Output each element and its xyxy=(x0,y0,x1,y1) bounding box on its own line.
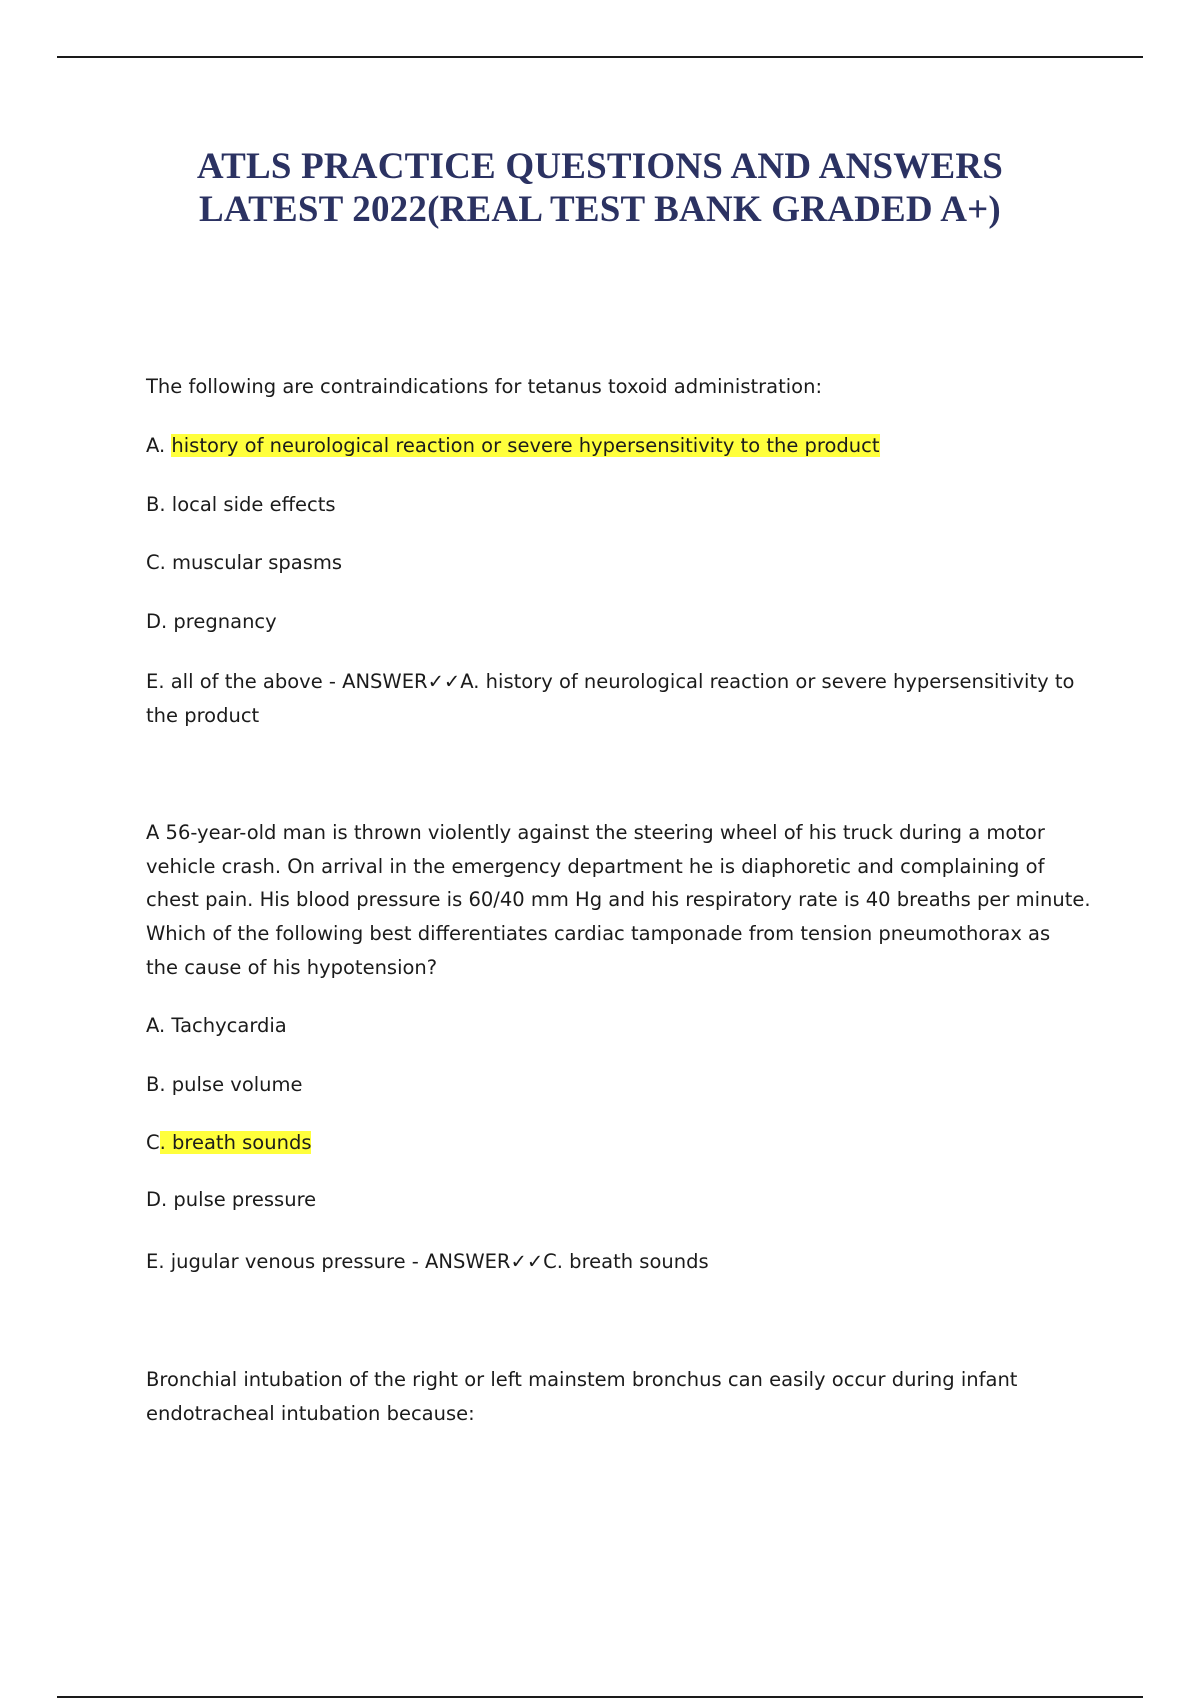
question-1-option-b xyxy=(146,488,336,522)
question-1-option-a xyxy=(146,429,880,463)
question-2-option-d: D. pulse pressure xyxy=(146,1188,317,1211)
option-letter: B. xyxy=(146,493,166,516)
question-1-stem: The following are contraindications for tetanus toxoid administration: xyxy=(146,375,823,398)
question-3-stem-line: endotracheal intubation because: xyxy=(146,1402,475,1425)
checkmark-icon: ✓✓ xyxy=(510,1250,544,1273)
highlighted-correct-option: . breath sounds xyxy=(159,1131,312,1154)
question-2-option-a: A. Tachycardia xyxy=(146,1014,287,1037)
checkmark-icon: ✓✓ xyxy=(427,670,461,693)
question-2-stem-line: vehicle crash. On arrival in the emergency department he is diaphoretic and complaining of xyxy=(146,855,1045,878)
option-e-text: E. all of the above - ANSWER xyxy=(146,670,428,693)
title-line-1: ATLS PRACTICE QUESTIONS AND ANSWERS xyxy=(196,146,1004,187)
option-text: local side effects xyxy=(171,493,336,516)
question-2-stem-line: chest pain. His blood pressure is 60/40 mm Hg and his respiratory rate is 40 breaths per minute. xyxy=(146,888,1091,911)
question-2-stem-line: A 56-year-old man is thrown violently against the steering wheel of his truck during a motor xyxy=(146,821,1045,844)
highlighted-correct-option: history of neurological reaction or severe hypersensitivity to the product xyxy=(171,434,880,457)
option-letter: C. xyxy=(146,551,166,574)
question-2-stem-line: Which of the following best differentiates cardiac tamponade from tension pneumothorax as xyxy=(146,922,1051,945)
option-text: pregnancy xyxy=(173,610,277,633)
question-3-stem-line: Bronchial intubation of the right or left mainstem bronchus can easily occur during infant xyxy=(146,1368,1018,1391)
question-2-stem-line: the cause of his hypotension? xyxy=(146,956,438,979)
question-2-option-b: B. pulse volume xyxy=(146,1073,303,1096)
question-1-option-e-answer xyxy=(146,665,1074,699)
option-letter: D. xyxy=(146,610,168,633)
answer-text: A. history of neurological reaction or severe hypersensitivity to xyxy=(460,670,1075,693)
title-line-2: LATEST 2022(REAL TEST BANK GRADED A+) xyxy=(199,189,1001,230)
option-letter: A. xyxy=(146,434,166,457)
question-1-option-d xyxy=(146,605,277,639)
header-rule xyxy=(57,56,1143,58)
question-2-option-e-answer xyxy=(146,1245,709,1279)
footer-rule xyxy=(57,1696,1143,1698)
option-letter: C xyxy=(146,1131,160,1154)
question-1-answer-continuation: the product xyxy=(146,704,260,727)
option-text: muscular spasms xyxy=(172,551,343,574)
question-1-option-c xyxy=(146,546,342,580)
document-title xyxy=(0,145,1200,231)
option-e-text: E. jugular venous pressure - ANSWER xyxy=(146,1250,511,1273)
question-2-option-c xyxy=(146,1126,311,1160)
answer-text: C. breath sounds xyxy=(543,1250,709,1273)
